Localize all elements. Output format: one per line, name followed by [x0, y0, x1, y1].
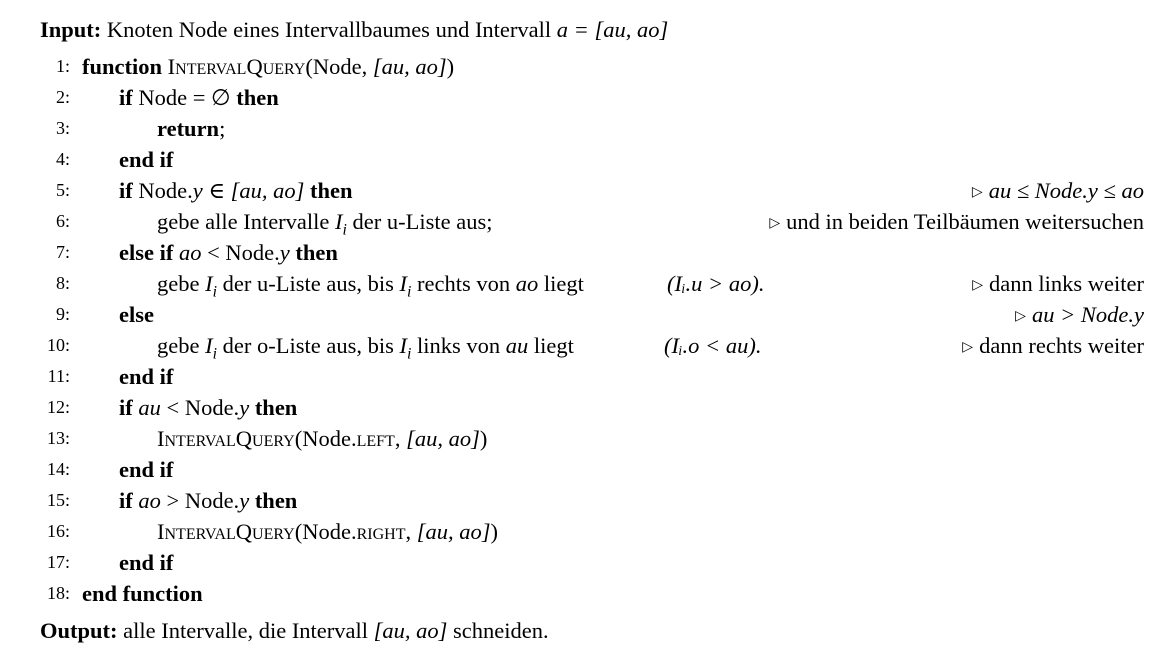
- line-number: 1:: [55, 56, 70, 76]
- keyword: else if: [119, 240, 174, 265]
- code-line-15: [0, 485, 1176, 516]
- code-text: [119, 547, 173, 578]
- args: ,: [394, 426, 407, 451]
- code-text: [157, 268, 584, 299]
- code-text: [119, 175, 353, 206]
- text: gebe: [157, 333, 206, 358]
- keyword: if: [119, 395, 133, 420]
- keyword: return: [157, 116, 220, 141]
- text: liegt: [538, 271, 584, 296]
- line-number: 2:: [55, 87, 70, 107]
- keyword: then: [254, 395, 298, 420]
- keyword: function: [82, 54, 163, 79]
- input-label: Input:: [40, 17, 102, 42]
- input-text: Knoten Node eines Intervallbaumes und Intervall: [106, 17, 552, 42]
- code-text: [82, 51, 454, 82]
- text: ∈: [202, 178, 231, 203]
- code-line-18: [0, 578, 1176, 609]
- keyword: end function: [82, 581, 203, 606]
- field-name: right: [356, 519, 406, 544]
- keyword: end if: [119, 147, 174, 172]
- code-text: [157, 330, 574, 361]
- keyword: end if: [119, 457, 174, 482]
- text: liegt: [528, 333, 574, 358]
- line-number: 8:: [55, 273, 70, 293]
- code-text: [157, 113, 225, 144]
- subscript: i: [212, 283, 217, 301]
- code-line-5: [0, 175, 1176, 206]
- line-number: 15:: [46, 490, 70, 510]
- text: der o-Liste aus, bis: [217, 333, 400, 358]
- close-paren: ): [479, 426, 488, 451]
- line-number: 11:: [47, 366, 70, 386]
- variable: I: [205, 271, 213, 296]
- line-number: 10:: [46, 335, 70, 355]
- code-line-9: [0, 299, 1176, 330]
- code-text: [119, 144, 173, 175]
- interval-math: [au, ao]: [416, 519, 491, 544]
- args: (Node.: [294, 519, 357, 544]
- line-number: 6:: [55, 211, 70, 231]
- code-line-16: [0, 516, 1176, 547]
- code-line-4: [0, 144, 1176, 175]
- variable: y: [192, 178, 203, 203]
- function-name: IntervalQuery: [167, 54, 306, 79]
- args: (Node.: [294, 426, 357, 451]
- text: rechts von: [411, 271, 516, 296]
- text: links von: [411, 333, 506, 358]
- comment-triangle-icon: ▷: [769, 215, 781, 231]
- variable: I: [335, 209, 343, 234]
- condition: Node = ∅: [138, 85, 231, 110]
- code-text: [119, 485, 297, 516]
- comment: [972, 175, 1144, 210]
- code-line-11: [0, 361, 1176, 392]
- code-text: [119, 299, 154, 330]
- line-number: 12:: [46, 397, 70, 417]
- variable: I: [399, 333, 407, 358]
- text: gebe alle Intervalle: [157, 209, 336, 234]
- text: der u-Liste aus, bis: [217, 271, 400, 296]
- comment-triangle-icon: ▷: [1015, 308, 1026, 324]
- input-interval-math: a = [au, ao]: [556, 17, 669, 42]
- output-text: alle Intervalle, die Intervall: [123, 618, 369, 643]
- subscript: i: [406, 283, 412, 301]
- keyword: if: [119, 488, 133, 513]
- interval-math: [au, ao]: [406, 426, 480, 451]
- code-text: [119, 237, 338, 268]
- comment-text: au ≤ Node.y ≤ ao: [988, 178, 1144, 203]
- comment: [1015, 299, 1144, 334]
- line-number: 13:: [46, 428, 70, 448]
- line-number: 16:: [46, 521, 70, 541]
- function-name: IntervalQuery: [157, 519, 295, 544]
- args: (Node,: [305, 54, 373, 79]
- comment: [972, 268, 1144, 303]
- line-number: 17:: [46, 552, 70, 572]
- line-number: 3:: [55, 118, 70, 138]
- code-line-13: [0, 423, 1176, 454]
- keyword: if: [119, 85, 133, 110]
- variable: ao: [138, 488, 161, 513]
- code-text: [157, 423, 487, 454]
- code-line-17: [0, 547, 1176, 578]
- keyword: end if: [119, 364, 174, 389]
- comment-text: dann rechts weiter: [979, 333, 1144, 358]
- comment-triangle-icon: ▷: [972, 277, 984, 293]
- code-text: [119, 361, 173, 392]
- args: ,: [405, 519, 417, 544]
- semicolon: ;: [219, 116, 226, 141]
- comment-triangle-icon: ▷: [971, 184, 983, 200]
- output-label: Output:: [40, 618, 118, 643]
- interval-math: [au, ao]: [230, 178, 305, 203]
- comment-text: und in beiden Teilbäumen weitersuchen: [786, 209, 1144, 234]
- close-paren: ): [490, 519, 498, 544]
- output-interval-math: [au, ao]: [373, 618, 448, 643]
- output-text-end: schneiden.: [453, 618, 549, 643]
- text: gebe: [157, 271, 206, 296]
- variable: au: [505, 333, 529, 358]
- variable: y: [279, 240, 290, 265]
- condition-paren: (Iᵢ.o < au).: [664, 333, 762, 358]
- code-line-7: [0, 237, 1176, 268]
- comment-text: dann links weiter: [989, 271, 1144, 296]
- comment-triangle-icon: ▷: [962, 339, 974, 355]
- keyword: then: [310, 178, 353, 203]
- code-line-3: [0, 113, 1176, 144]
- code-line-10: [0, 330, 1176, 361]
- subscript: i: [342, 221, 347, 239]
- input-line: [40, 14, 1140, 45]
- line-number: 4:: [55, 149, 70, 169]
- keyword: end if: [119, 550, 174, 575]
- keyword: if: [119, 178, 133, 203]
- variable: ao: [178, 240, 202, 265]
- variable: au: [138, 395, 161, 420]
- output-line: [40, 615, 1140, 646]
- line-number: 9:: [55, 304, 70, 324]
- keyword: then: [254, 488, 298, 513]
- keyword: then: [295, 240, 338, 265]
- code-text: [119, 82, 279, 113]
- keyword: then: [236, 85, 279, 110]
- code-line-6: [0, 206, 1176, 237]
- code-text: [82, 578, 203, 609]
- code-line-12: [0, 392, 1176, 423]
- condition-paren: (Iᵢ.u > ao).: [667, 271, 765, 296]
- line-number: 5:: [55, 180, 70, 200]
- code-line-2: [0, 82, 1176, 113]
- interval-math: [au, ao]: [372, 54, 447, 79]
- code-text: [157, 516, 498, 547]
- line-number: 18:: [46, 583, 70, 603]
- line-number: 14:: [46, 459, 70, 479]
- keyword: else: [119, 302, 154, 327]
- code-text: [119, 392, 297, 423]
- line-number: 7:: [55, 242, 70, 262]
- text: < Node.: [160, 395, 240, 420]
- close-paren: ): [446, 54, 455, 79]
- subscript: i: [406, 345, 412, 363]
- comment-text: au > Node.y: [1031, 302, 1144, 327]
- variable: y: [239, 395, 250, 420]
- field-name: left: [356, 426, 395, 451]
- comment: [769, 206, 1144, 241]
- text: der u-Liste aus;: [346, 209, 493, 234]
- text: > Node.: [160, 488, 240, 513]
- code-text: [157, 206, 493, 237]
- code-line-1: [0, 51, 1176, 82]
- comment: [962, 330, 1144, 365]
- variable: I: [205, 333, 213, 358]
- text: < Node.: [201, 240, 280, 265]
- text: Node.: [138, 178, 193, 203]
- variable: y: [239, 488, 250, 513]
- function-name: IntervalQuery: [157, 426, 295, 451]
- code-line-14: [0, 454, 1176, 485]
- subscript: i: [212, 345, 217, 363]
- code-text: [119, 454, 173, 485]
- variable: I: [399, 271, 407, 296]
- variable: ao: [515, 271, 539, 296]
- code-line-8: [0, 268, 1176, 299]
